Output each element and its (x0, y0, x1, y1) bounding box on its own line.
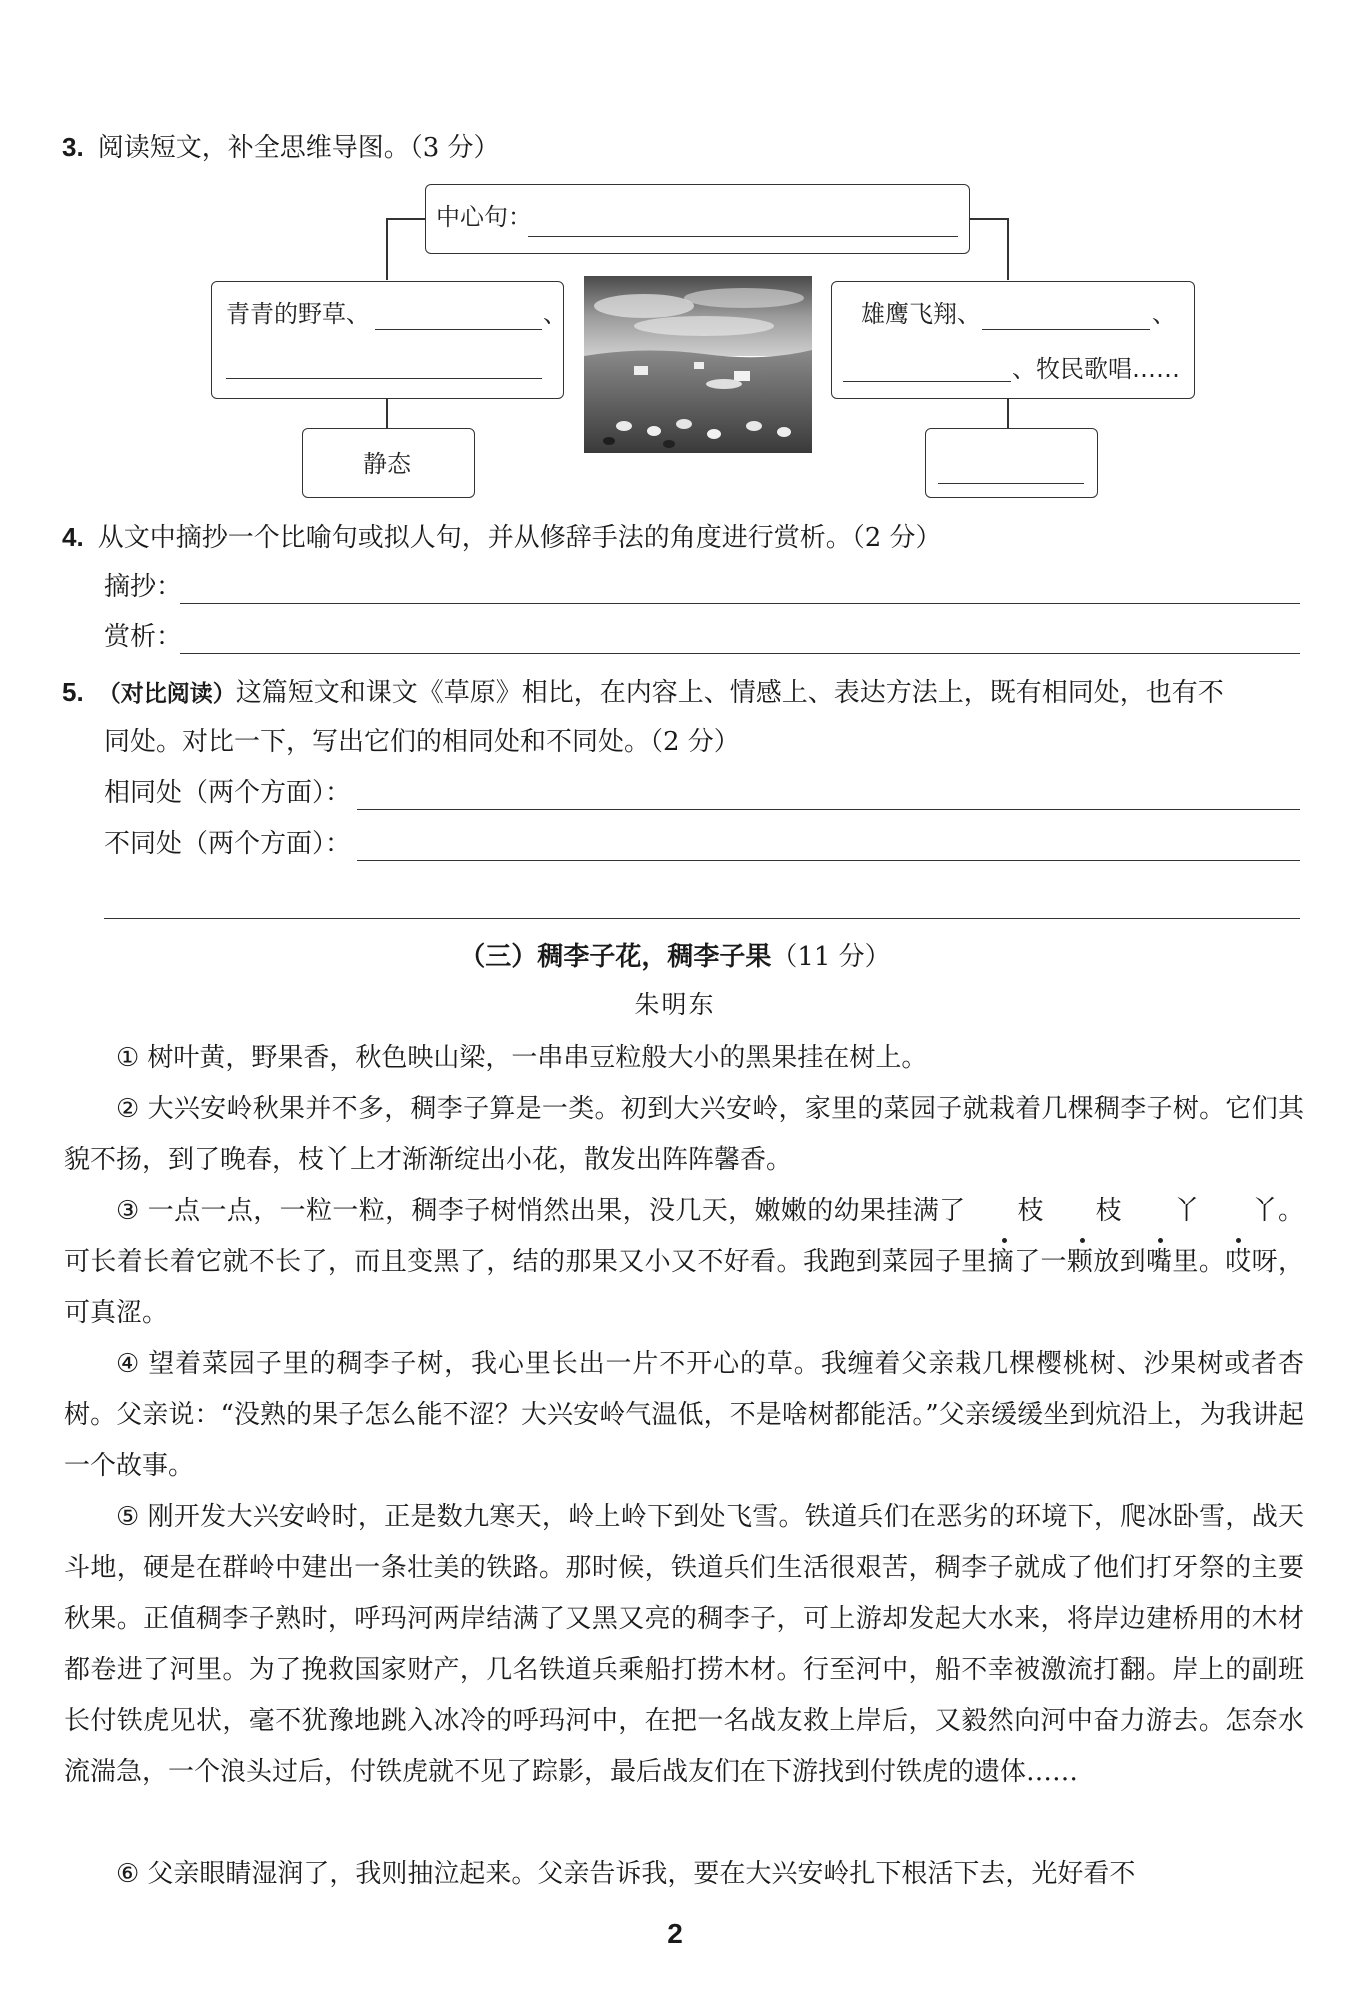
paragraph-text: 刚开发大兴安岭时，正是数九寒天，岭上岭下到处飞雪。铁道兵们在恶劣的环境下，爬冰卧雪，战天斗地，硬是在群岭中建出一条壮美的铁路。那时候，铁道兵们生活很艰苦，稠李子就成了他们打牙祭的主要秋果。正值稠李子熟时，呼玛河两岸结满了又黑又亮的稠李子，可上游却发起大水来，将岸边建桥用的木材都卷进了河里。为了挽救国家财产，几名铁道兵乘船打捞木材。行至河中，船不幸被激流打翻。岸上的副班长付铁虎见状，毫不犹豫地跳入冰冷的呼玛河中，在把一名战友救上岸后，又毅然向河中奋力游去。怎奈水流湍急，一个浪头过后，付铁虎就不见了踪影，最后战友们在下游找到付铁虎的遗体…… (64, 1502, 1304, 1787)
paragraph-number: ④ (116, 1349, 141, 1379)
paragraph-text: 一点一点，一粒一粒，稠李子树悄然出果，没几天，嫩嫩的幼果挂满了 (147, 1196, 966, 1226)
connector-line (386, 398, 388, 428)
paragraph-6 (64, 1849, 1304, 1900)
paragraph-number: ⑥ (116, 1859, 140, 1889)
question-number: 5. (62, 677, 84, 707)
paragraph-3 (64, 1186, 1304, 1339)
emphasis-char: 枝 (1044, 1186, 1122, 1237)
paragraph-number: ⑤ (116, 1502, 140, 1532)
page-number: 2 (667, 1918, 683, 1949)
section-title-text: 稠李子花，稠李子果 (537, 942, 772, 972)
right-box-comma: 、 (1152, 300, 1176, 328)
paragraph-text: 望着菜园子里的稠李子树，我心里长出一片不开心的草。我缠着父亲栽几棵樱桃树、沙果树或者杏树。父亲说：“没熟的果子怎么能不涩？大兴安岭气温低，不是啥树都能活。”父亲缓缓坐到炕沿上，为我讲起一个故事。 (64, 1349, 1304, 1481)
paragraph-number: ② (116, 1094, 140, 1124)
question-5 (62, 675, 1224, 711)
section-score: （11 分） (771, 942, 891, 972)
emphasis-char: 枝 (966, 1186, 1044, 1237)
question-3 (62, 130, 500, 165)
emphasis-char: 丫 (1122, 1186, 1200, 1237)
author: 朱明东 (634, 990, 716, 1019)
grassland-photo (584, 276, 812, 453)
left-box-blank-1[interactable] (375, 329, 542, 330)
paragraph-2 (64, 1084, 1304, 1186)
same-label: 相同处（两个方面）： (104, 778, 352, 808)
paragraph-number: ③ (116, 1196, 140, 1226)
paragraph-5 (64, 1492, 1304, 1798)
paragraph-number: ① (116, 1043, 140, 1073)
center-sentence-blank[interactable] (528, 236, 958, 237)
paragraph-text: 父亲眼睛湿润了，我则抽泣起来。父亲告诉我，要在大兴安岭扎下根活下去，光好看不 (147, 1859, 1136, 1889)
connector-line (1007, 398, 1009, 428)
right-box-blank-2[interactable] (843, 381, 1011, 382)
analysis-label: 赏析： (104, 622, 183, 652)
copy-label: 摘抄： (104, 572, 183, 602)
extra-answer-line[interactable] (104, 918, 1300, 919)
right-box-blank-1[interactable] (982, 329, 1150, 330)
question-text: 从文中摘抄一个比喻句或拟人句，并从修辞手法的角度进行赏析。（2 分） (97, 523, 942, 553)
center-sentence-label: 中心句： (436, 203, 532, 231)
paragraph-1 (64, 1033, 1304, 1084)
same-answer-line[interactable] (357, 809, 1300, 810)
question-text: 阅读短文，补全思维导图。（3 分） (97, 133, 500, 163)
grassland-image (584, 276, 812, 453)
dynamic-box (925, 428, 1098, 498)
analysis-answer-line[interactable] (180, 653, 1300, 654)
left-box-blank-2[interactable] (226, 378, 542, 379)
static-label: 静态 (363, 450, 411, 478)
emphasis-char: 丫 (1200, 1186, 1278, 1237)
paragraph-text: 。可长着长着它就不长了，而且变黑了，结的那果又小又不好看。我跑到菜园子里摘了一颗放到嘴里。哎呀，可真涩。 (64, 1196, 1304, 1328)
question-number: 3. (62, 132, 84, 162)
paragraph-text: 树叶黄，野果香，秋色映山梁，一串串豆粒般大小的黑果挂在树上。 (147, 1043, 928, 1073)
connector-line (386, 218, 426, 220)
question-text-line1: 这篇短文和课文《草原》相比，在内容上、情感上、表达方法上，既有相同处，也有不 (235, 678, 1224, 708)
left-box-comma: 、 (543, 300, 567, 328)
question-tag: （对比阅读） (97, 681, 236, 707)
paragraph-text: 大兴安岭秋果并不多，稠李子算是一类。初到大兴安岭，家里的菜园子就栽着几棵稠李子树。它们其貌不扬，到了晚春，枝丫上才渐渐绽出小花，散发出阵阵馨香。 (64, 1094, 1304, 1175)
left-box-text: 青青的野草、 (226, 300, 370, 328)
connector-line (1007, 218, 1009, 280)
paragraph-4 (64, 1339, 1304, 1492)
right-box-text: 雄鹰飞翔、 (861, 300, 981, 328)
connector-line (386, 218, 388, 280)
dynamic-blank[interactable] (938, 483, 1084, 484)
diff-answer-line[interactable] (357, 860, 1300, 861)
section-prefix: （三） (459, 942, 538, 972)
question-4 (62, 520, 942, 555)
question-text-line2: 同处。对比一下，写出它们的相同处和不同处。（2 分） (104, 727, 740, 757)
question-number: 4. (62, 522, 84, 552)
copy-answer-line[interactable] (180, 603, 1300, 604)
right-box-text-end: 、牧民歌唱…… (1012, 355, 1180, 383)
section-title (0, 940, 1350, 974)
connector-line (968, 218, 1008, 220)
diff-label: 不同处（两个方面）： (104, 829, 352, 859)
